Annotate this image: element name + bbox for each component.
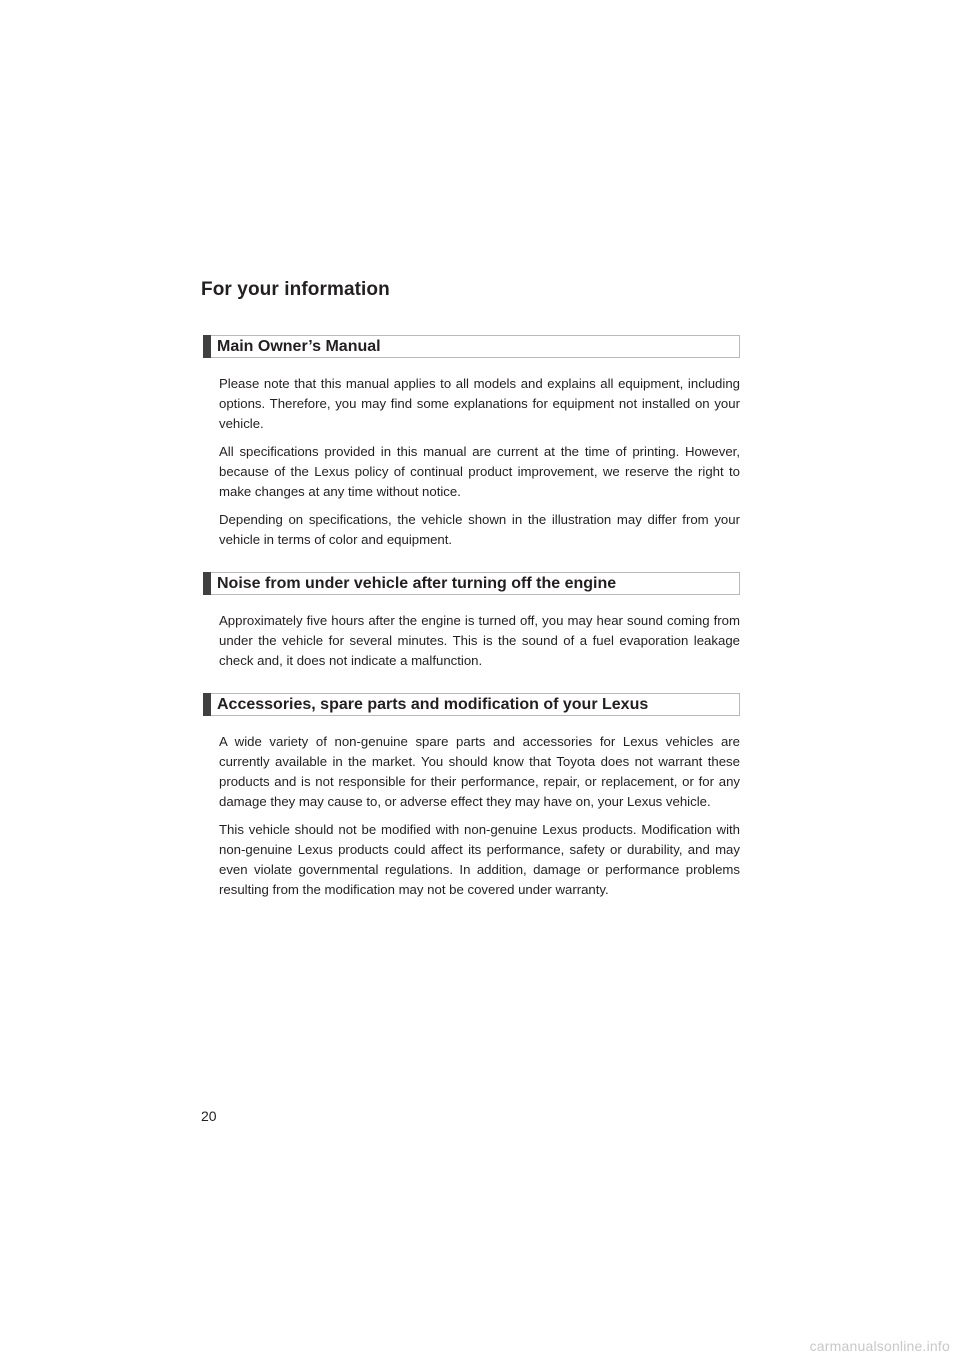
heading-bar (203, 572, 211, 595)
section-main-owners-manual (203, 335, 740, 550)
section-heading-text: Noise from under vehicle after turning off the engine (217, 575, 617, 592)
section-body (203, 732, 740, 900)
paragraph: Please note that this manual applies to all models and explains all equipment, including options. Therefore, you may find some explanations for equipment not installed on your vehicle. (219, 376, 740, 431)
page-number: 20 (201, 1108, 217, 1124)
section-accessories-modification (203, 693, 740, 900)
paragraph: A wide variety of non-genuine spare parts and accessories for Lexus vehicles are currently available in the market. You should know that Toyota does not warrant these products and is not responsible for their performance, repair, or replacement, or for any damage they may cause to, or adverse effect they may have on, your Lexus vehicle. (219, 734, 740, 809)
paragraph: Depending on specifications, the vehicle shown in the illustration may differ from your vehicle in terms of color and equipment. (219, 512, 740, 547)
section-heading (203, 572, 740, 595)
watermark: carmanualsonline.info (809, 1338, 950, 1354)
section-body (203, 374, 740, 550)
paragraph: All specifications provided in this manual are current at the time of printing. However, because of the Lexus policy of continual product improvement, we reserve the right to make changes at any time without notice. (219, 444, 740, 499)
section-heading-text: Accessories, spare parts and modification of your Lexus (217, 696, 649, 713)
heading-bar (203, 335, 211, 358)
paragraph: Approximately five hours after the engine is turned off, you may hear sound coming from under the vehicle for several minutes. This is the sound of a fuel evaporation leakage check and, it does not indicate a malfunction. (219, 613, 740, 668)
paragraph: This vehicle should not be modified with non-genuine Lexus products. Modification with non-genuine Lexus products could affect its performance, safety or durability, and may even violate governmental regulations. In addition, damage or performance problems resulting from the modification may not be covered under warranty. (219, 822, 740, 897)
section-heading-text: Main Owner’s Manual (217, 338, 381, 355)
section-heading (203, 335, 740, 358)
section-noise-after-engine-off (203, 572, 740, 671)
heading-bar (203, 693, 211, 716)
section-heading (203, 693, 740, 716)
section-body (203, 611, 740, 671)
page-title: For your information (201, 279, 390, 300)
